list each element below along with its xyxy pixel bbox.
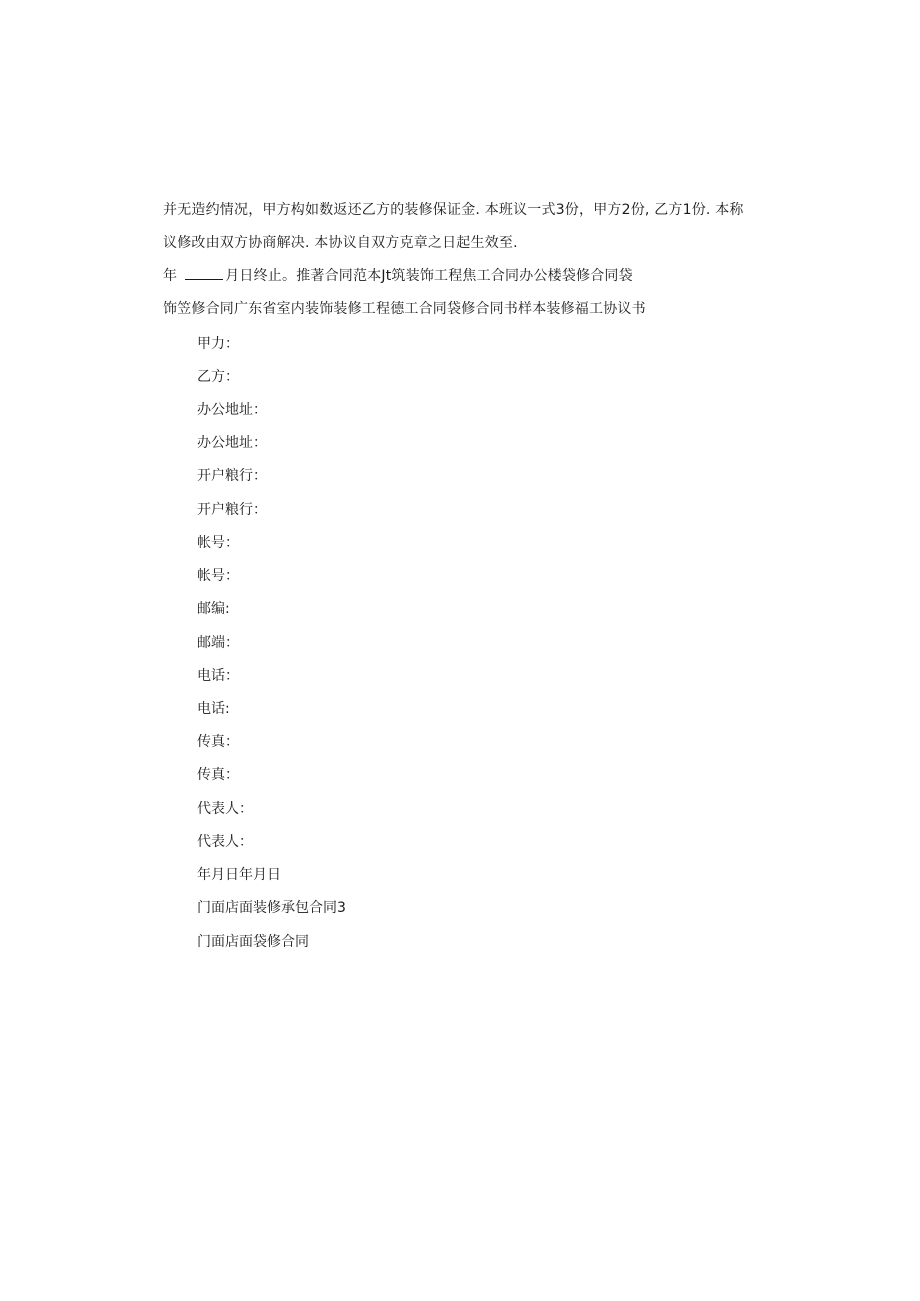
field-dates: 年月日年月日 <box>197 867 281 883</box>
field-party-a: 甲力： <box>197 336 239 352</box>
paragraph-line-2: 议修改由双方协商解决. 本协议自双方克章之日起生效至. <box>163 235 518 251</box>
field-postcode-a: 邮编: <box>197 601 230 617</box>
field-office-address-b: 办公地址： <box>197 435 267 451</box>
field-bank-b: 开户粮行： <box>197 502 267 518</box>
paragraph-line-3-text: 月日终止。推著合同范本Jt筑装饰工程焦工合同办公楼袋修合同袋 <box>225 268 633 284</box>
field-fax-b: 传真： <box>197 767 239 783</box>
field-account-a: 帐号： <box>197 535 239 551</box>
section-subtitle-contract: 门面店面袋修合同 <box>197 934 309 950</box>
field-phone-a: 电话： <box>197 668 239 684</box>
field-phone-b: 电话: <box>197 701 230 717</box>
paragraph-line-1: 并无造约情况，甲方构如数返还乙方的装修保证金. 本班议一式3份，甲方2份, 乙方1份. 本称 <box>163 202 744 218</box>
field-office-address-a: 办公地址： <box>197 402 267 418</box>
field-representative-a: 代表人： <box>197 801 253 817</box>
field-party-b: 乙方： <box>197 369 239 385</box>
field-representative-b: 代表人： <box>197 834 253 850</box>
field-fax-a: 传真： <box>197 734 239 750</box>
section-title-contract-3: 门面店面装修承包合同3 <box>197 900 346 916</box>
field-bank-a: 开户粮行： <box>197 468 267 484</box>
field-postcode-b: 邮端： <box>197 635 239 651</box>
paragraph-line-4: 饰笠修合同广东省室内装饰装修工程德工合同袋修合同书样本装修福工协议书 <box>163 301 646 317</box>
paragraph-line-3 <box>163 266 633 286</box>
year-label: 年 <box>163 268 178 284</box>
field-account-b: 帐号： <box>197 568 239 584</box>
blank-underline <box>185 267 223 280</box>
